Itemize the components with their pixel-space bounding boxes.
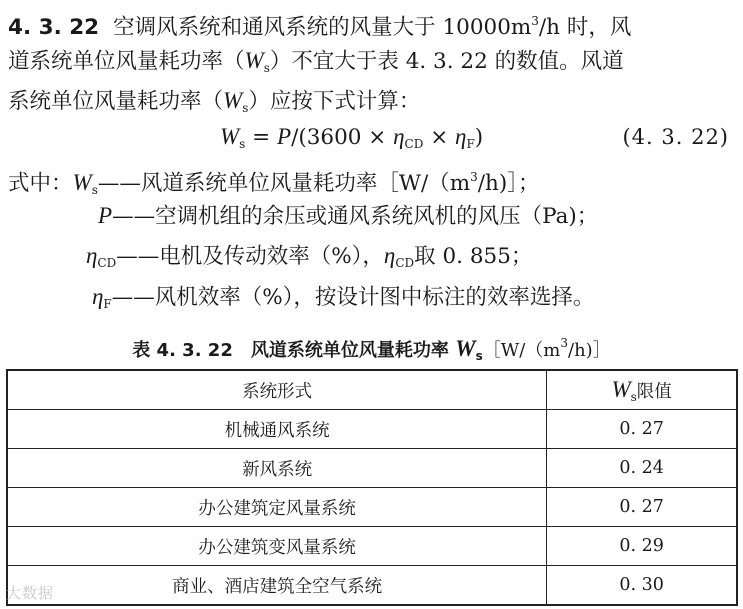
system-cell: 机械通风系统	[7, 410, 547, 449]
system-cell: 办公建筑定风量系统	[7, 488, 547, 527]
system-cell: 商业、酒店建筑全空气系统	[7, 566, 547, 606]
limit-cell: 0. 27	[547, 488, 737, 527]
table-row	[7, 410, 737, 449]
limit-cell: 0. 30	[547, 566, 737, 606]
header-system-type: 系统形式	[7, 370, 547, 410]
clause-line-1: 4. 3. 22 空调风系统和通风系统的风量大于 $10000m^3/h$ 时，风	[8, 14, 632, 40]
table-row	[7, 449, 737, 488]
definition-ws: 式中：$W_s——$风道系统单位风量耗功率$[W/(m^3/h)]$；	[8, 170, 540, 197]
definition-eta-cd: $\eta_{CD}——$电机及传动效率（%），$\eta_{CD}$取 0. 855；	[86, 243, 533, 270]
definition-eta-f: $\eta_F——$风机效率（%），按设计图中标注的效率选择。	[92, 284, 595, 311]
header-ws-limit: $W_s$限值	[547, 370, 737, 410]
system-cell: 新风系统	[7, 449, 547, 488]
limit-cell: 0. 24	[547, 449, 737, 488]
table-row	[7, 488, 737, 527]
limit-cell: 0. 27	[547, 410, 737, 449]
equation-number: (4. 3. 22)	[622, 125, 729, 149]
table-header-row	[7, 370, 737, 410]
system-cell: 办公建筑变风量系统	[7, 527, 547, 566]
clause-line-2: 道系统单位风量耗功率$(W_s)$不宜大于表 4. 3. 22 的数值。风道	[8, 48, 624, 75]
table-title: 表 4. 3. 22 风道系统单位风量耗功率 $W_s[W/(m^3/h)]$	[132, 336, 611, 363]
limit-cell: 0. 29	[547, 527, 737, 566]
clause-number: 4. 3. 22	[8, 15, 100, 40]
clause-line-3: 系统单位风量耗功率$(W_s)$应按下式计算：	[8, 88, 421, 115]
clause-text-1: 空调风系统和通风系统的风量大于 10000m	[113, 15, 532, 40]
table-row	[7, 527, 737, 566]
watermark: 大数据	[6, 584, 55, 602]
definition-p: P——空调机组的余压或通风系统风机的风压（Pa)；	[98, 203, 599, 229]
limits-table	[6, 369, 738, 606]
formula: $W_s = P/(3600 \times \eta_{CD} \times \eta_F)$	[220, 124, 484, 151]
table-row	[7, 566, 737, 606]
